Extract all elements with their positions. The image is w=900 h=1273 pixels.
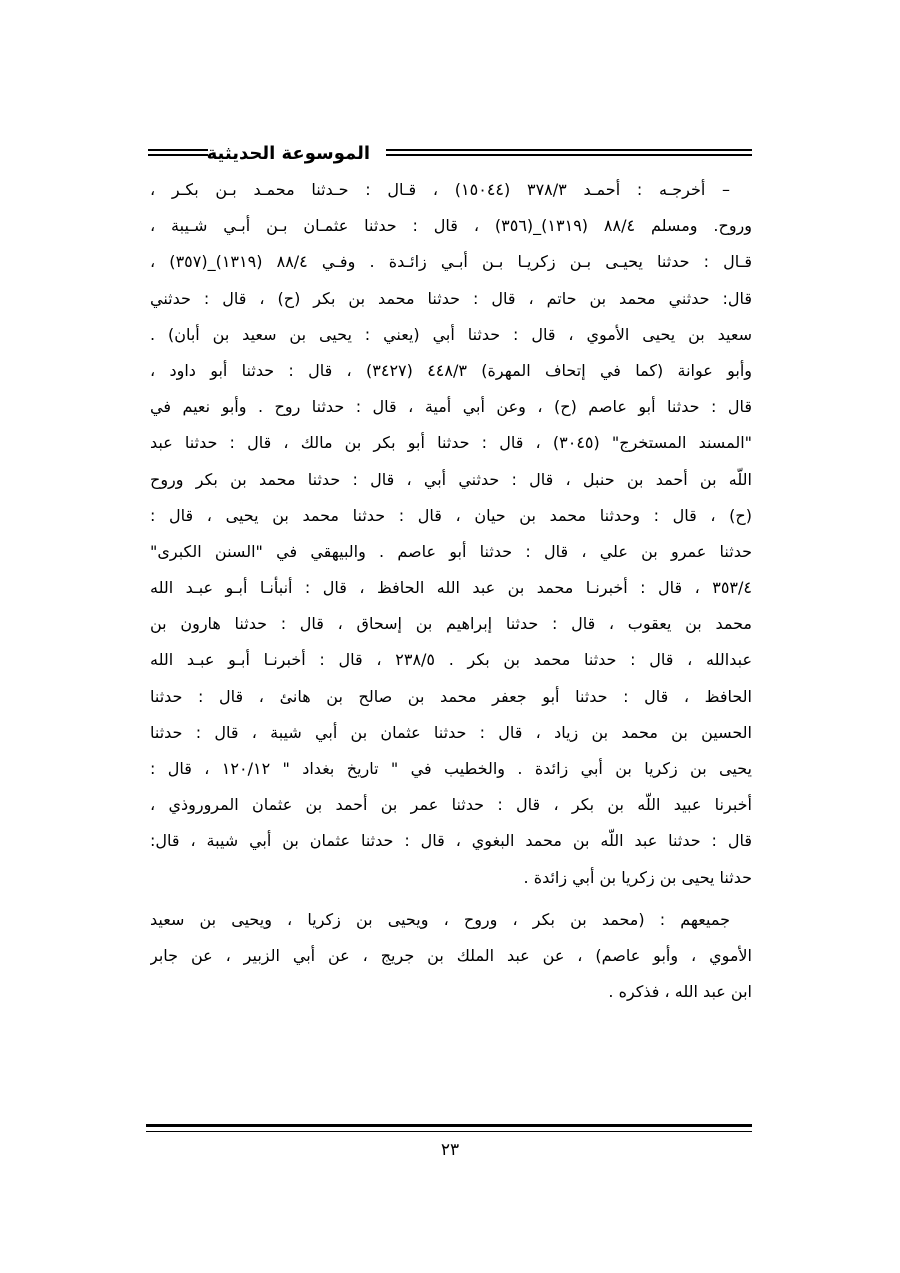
page-number: ٢٣ <box>440 1140 460 1160</box>
text-line: قال : حدثنا عبد اللّه بن محمد البغوي ، قال : حدثنا عثمان بن أبي شيبة ، قال: <box>150 831 752 851</box>
text-line: حدثنا عمرو بن علي ، قال : حدثنا أبو عاصم . والبيهقي في "السنن الكبرى" <box>150 541 752 561</box>
header-title: الموسوعة الحديثية <box>206 143 370 164</box>
text-line: عبدالله ، قال : حدثنا محمد بن بكر . ٢٣٨/٥ ، قال : أخبرنـا أبـو عبـد الله <box>150 650 752 670</box>
paragraph-sources <box>150 172 752 896</box>
text-line: يحيى بن زكريا بن أبي زائدة . والخطيب في " تاريخ بغداد " ١٢٠/١٢ ، قال : <box>150 759 752 778</box>
text-line: – أخرجـه : أحمـد ٣٧٨/٣ (١٥٠٤٤) ، قـال : حـدثنا محمـد بـن بكـر ، <box>150 180 731 199</box>
body-text <box>150 172 752 1010</box>
paragraph-conclusion <box>150 902 752 1011</box>
text-line: سعيد بن يحيى الأموي ، قال : حدثنا أبي (يعني : يحيى بن سعيد بن أبان) . <box>150 324 752 344</box>
text-line: قال: حدثني محمد بن حاتم ، قال : حدثنا محمد بن بكر (ح) ، قال : حدثني <box>150 288 752 308</box>
text-line: (ح) ، قال : وحدثنا محمد بن حيان ، قال : حدثنا محمد بن يحيى ، قال : <box>150 505 752 525</box>
text-line: الأموي ، وأبو عاصم) ، عن عبد الملك بن جريج ، عن أبي الزبير ، عن جابر <box>150 945 752 965</box>
text-line: "المسند المستخرج" (٣٠٤٥) ، قال : حدثنا أبو بكر بن مالك ، قال : حدثنا عبد <box>150 433 752 453</box>
footer-rule <box>146 1124 752 1132</box>
header-rule-left <box>148 149 208 156</box>
text-line: اللّه بن أحمد بن حنبل ، قال : حدثني أبي ، قال : حدثنا محمد بن بكر وروح <box>150 469 752 489</box>
text-line: قـال : حدثنا يحيـى بـن زكريـا بـن أبـي زائـدة . وفـي ٨٨/٤ (١٣١٩)_(٣٥٧) ، <box>150 252 752 272</box>
text-line: حدثنا يحيى بن زكريا بن أبي زائدة . <box>523 867 752 887</box>
text-line: وأبو عوانة (كما في إتحاف المهرة) ٤٤٨/٣ (٣٤٢٧) ، قال : حدثنا أبو داود ، <box>150 360 752 380</box>
text-line: محمد بن يعقوب ، قال : حدثنا إبراهيم بن إسحاق ، قال : حدثنا هارون بن <box>150 614 752 634</box>
running-header <box>148 140 752 170</box>
text-line: ٣٥٣/٤ ، قال : أخبرنـا محمد بن عبد الله الحافظ ، قال : أنبأنـا أبـو عبـد الله <box>150 578 752 598</box>
text-line: أخبرنا عبيد اللّه بن بكر ، قال : حدثنا عمر بن أحمد بن عثمان المروروذي ، <box>150 795 752 815</box>
text-line: وروح. ومسلم ٨٨/٤ (١٣١٩)_(٣٥٦) ، قال : حدثنا عثمـان بـن أبـي شـيبة ، <box>150 216 752 236</box>
text-line: قال : حدثنا أبو عاصم (ح) ، وعن أبي أمية ، قال : حدثنا روح . وأبو نعيم في <box>150 397 752 417</box>
header-rule-right <box>386 149 752 156</box>
text-line: الحافظ ، قال : حدثنا أبو جعفر محمد بن صالح بن هانئ ، قال : حدثنا <box>150 686 752 706</box>
text-line: الحسين بن محمد بن زياد ، قال : حدثنا عثمان بن أبي شيبة ، قال : حدثنا <box>150 722 752 742</box>
text-line: ابن عبد الله ، فذكره . <box>608 982 752 1002</box>
text-line: جميعهم : (محمد بن بكر ، وروح ، ويحيى بن زكريا ، ويحيى بن سعيد <box>150 909 730 929</box>
